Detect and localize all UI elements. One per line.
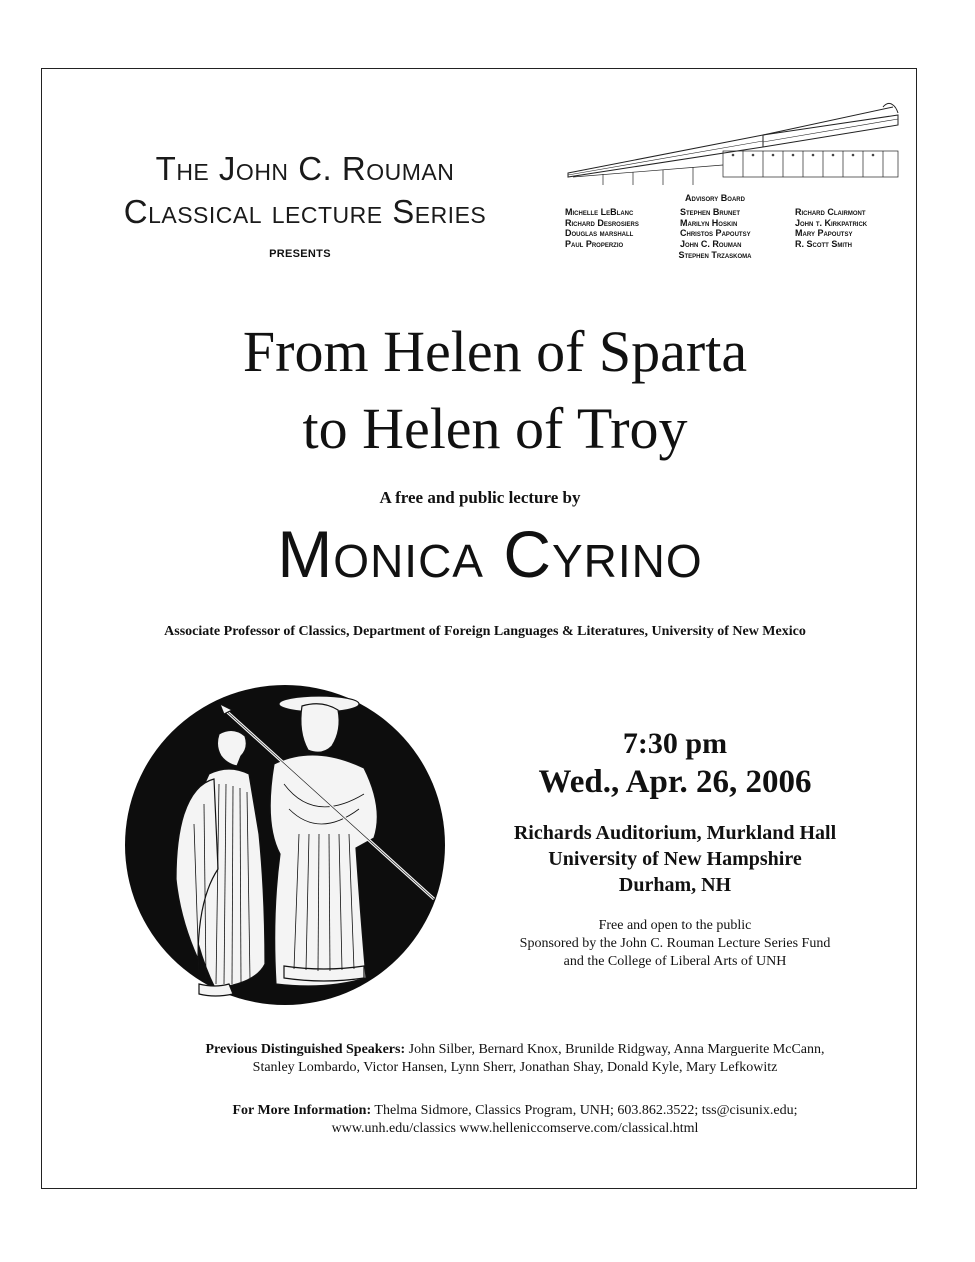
event-time: 7:30 pm: [622, 727, 728, 760]
venue-line1: Richards Auditorium, Murkland Hall: [513, 822, 837, 844]
series-title-line1: The John C. Rouman: [155, 150, 455, 187]
lecture-title-line1: From Helen of Sparta: [242, 319, 748, 384]
more-info-websites[interactable]: www.unh.edu/classics www.helleniccomserve.com/classical.html: [331, 1121, 699, 1136]
advisory-board-column-1: [565, 207, 639, 249]
previous-speakers-line1: [100, 1042, 930, 1058]
board-member: Paul Properzio: [565, 238, 624, 249]
board-member: Christos Papoutsy: [680, 228, 751, 238]
speaker-name: Monica Cyrino: [277, 517, 703, 591]
more-info-label: For More Information:: [232, 1103, 372, 1118]
previous-speakers-label: Previous Distinguished Speakers:: [205, 1042, 406, 1057]
advisory-board-column-2: [680, 207, 751, 249]
more-info-line1: [100, 1103, 930, 1119]
presents-label: PRESENTS: [269, 248, 331, 260]
previous-speakers-names: John Silber, Bernard Knox, Brunilde Ridgway, Anna Marguerite McCann,: [408, 1042, 825, 1057]
board-member: Mary Papoutsy: [795, 228, 853, 238]
lecture-title-line2: to Helen of Troy: [302, 396, 688, 461]
venue-line2: University of New Hampshire: [548, 848, 802, 870]
lecture-intro: A free and public lecture by: [379, 488, 581, 507]
board-member: Marilyn Hoskin: [680, 217, 738, 228]
board-member: R. Scott Smith: [795, 238, 852, 249]
more-info-contact: Thelma Sidmore, Classics Program, UNH; 603.862.3522; tss@cisunix.edu;: [374, 1103, 798, 1118]
event-note-line2: Sponsored by the John C. Rouman Lecture Series Fund: [519, 936, 831, 951]
series-title-line2: Classical lecture Series: [123, 193, 487, 230]
speaker-affiliation: Associate Professor of Classics, Department of Foreign Languages & Literatures, University of New Mexico: [164, 624, 806, 639]
event-note-line1: Free and open to the public: [598, 918, 752, 933]
temple-illustration: [563, 95, 903, 185]
venue-line3: Durham, NH: [618, 874, 732, 896]
greek-vase-painting: [124, 684, 446, 1006]
board-member: Stephen Trzaskoma: [678, 250, 752, 260]
board-member: Douglas marshall: [565, 228, 634, 238]
board-member: John t. Kirkpatrick: [795, 217, 868, 228]
advisory-board-column-3: [795, 207, 867, 249]
advisory-board-title: Advisory Board: [685, 193, 745, 203]
previous-speakers-line2: Stanley Lombardo, Victor Hansen, Lynn Sherr, Jonathan Shay, Donald Kyle, Mary Lefkowitz: [252, 1060, 778, 1075]
board-member: John C. Rouman: [680, 238, 742, 249]
board-member: Stephen Brunet: [680, 207, 741, 217]
event-date: Wed., Apr. 26, 2006: [538, 764, 812, 800]
board-member: Richard Desrosiers: [565, 217, 639, 228]
board-member: Richard Clairmont: [795, 207, 866, 217]
board-member: Michelle LeBlanc: [565, 207, 634, 217]
event-note-line3: and the College of Liberal Arts of UNH: [563, 954, 787, 969]
